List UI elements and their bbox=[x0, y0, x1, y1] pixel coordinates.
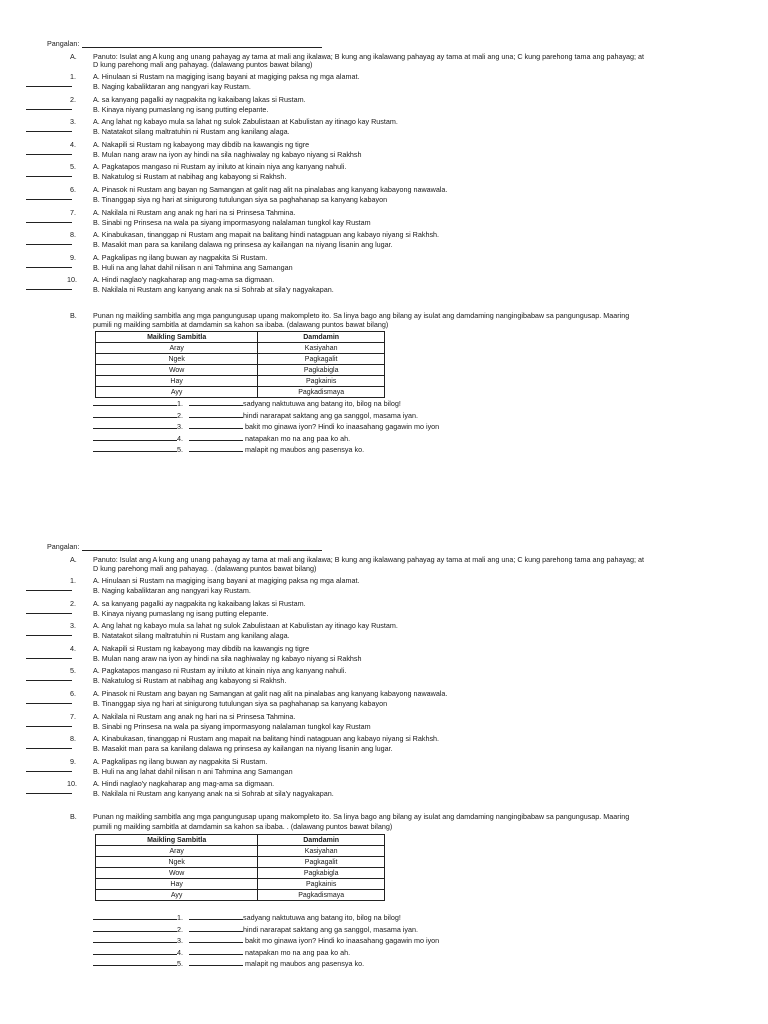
item-number: 5. bbox=[177, 959, 183, 969]
statement-b: B. Natatakot silang maltratuhin ni Rustam ang kanilang alaga. bbox=[93, 631, 290, 641]
statement-b: B. Mulan nang araw na iyon ay hindi na sila naghiwalay ng kabayo niyang si Rakhsh bbox=[93, 149, 362, 159]
table-cell: Wow bbox=[96, 868, 258, 879]
answer-line[interactable] bbox=[26, 658, 72, 659]
answer-line[interactable] bbox=[26, 176, 72, 177]
item-number: 4. bbox=[70, 139, 76, 149]
sentence-text: malapit ng maubos ang pasensya ko. bbox=[243, 445, 365, 455]
part-b-instructions-1: Punan ng maikling sambitla ang mga pangungusap upang makompleto ito. Sa linya bago ang bilang ay isulat ang damdaming nangingibabaw sa pangungusap. Maaring bbox=[93, 311, 630, 320]
item-number: 4. bbox=[70, 643, 76, 653]
item-number: 3. bbox=[177, 422, 183, 432]
item-number: 4. bbox=[177, 433, 183, 443]
answer-line[interactable] bbox=[26, 289, 72, 290]
emotion-answer-line[interactable] bbox=[93, 958, 177, 966]
sentence-text: sadyang naktutuwa ang batang ito, bilog na bilog! bbox=[243, 913, 401, 922]
answer-line[interactable] bbox=[26, 771, 72, 772]
statement-a: A. sa kanyang pagalki ay nagpakita ng kakaibang lakas si Rustam. bbox=[93, 94, 306, 104]
statement-b: B. Kinaya niyang pumaslang ng isang putting elepante. bbox=[93, 104, 269, 114]
emotion-answer-line[interactable] bbox=[93, 912, 177, 920]
answer-line[interactable] bbox=[26, 680, 72, 681]
name-label: Pangalan: bbox=[47, 542, 80, 551]
sentence-text: natapakan mo na ang paa ko ah. bbox=[243, 947, 351, 957]
statement-a: A. Hinulaan si Rustam na magiging isang bayani at magiging paksa ng mga alamat. bbox=[93, 576, 360, 585]
sambitla-table bbox=[95, 834, 385, 901]
item-number: 10. bbox=[67, 275, 77, 285]
part-a-instructions-1: Panuto: Isulat ang A kung ang unang pahayag ay tama at mali ang ikalawa; B kung ang ikalawang pahayag ay tama at mali ang una; C kung parehong tama ang pahayag; at bbox=[93, 555, 645, 564]
statement-a: A. Pagkatapos mangaso ni Rustam ay iniluto at kinain niya ang kanyang nahuli. bbox=[93, 666, 347, 676]
sambitla-answer-line[interactable] bbox=[189, 912, 243, 920]
table-cell: Ngek bbox=[96, 354, 258, 365]
answer-line[interactable] bbox=[26, 109, 72, 110]
answer-line[interactable] bbox=[26, 131, 72, 132]
part-a-label: A. bbox=[70, 52, 77, 61]
item-number: 7. bbox=[70, 711, 76, 721]
answer-line[interactable] bbox=[26, 86, 72, 87]
name-field[interactable] bbox=[82, 47, 322, 48]
statement-a: A. Kinabukasan, tinanggap ni Rustam ang mapait na balitang hindi natagpuan ang kabayo niyang si Rakhsh. bbox=[93, 734, 440, 744]
statement-a: A. sa kanyang pagalki ay nagpakita ng kakaibang lakas si Rustam. bbox=[93, 598, 306, 608]
answer-line[interactable] bbox=[26, 154, 72, 155]
item-number: 1. bbox=[70, 576, 76, 585]
statement-a: A. Ang lahat ng kabayo mula sa lahat ng sulok Zabulistaan at Kabulistan ay itinago kay Rustam. bbox=[93, 621, 398, 631]
table-cell: Pagkagalit bbox=[258, 354, 385, 365]
fill-in-row bbox=[93, 958, 364, 968]
emotion-answer-line[interactable] bbox=[93, 433, 177, 441]
table-cell: Ayy bbox=[96, 890, 258, 901]
table-header: Maikling Sambitla bbox=[96, 332, 258, 343]
table-cell: Pagkagalit bbox=[258, 857, 385, 868]
item-number: 3. bbox=[70, 621, 76, 631]
fill-in-row bbox=[93, 935, 439, 945]
sambitla-answer-line[interactable] bbox=[189, 433, 243, 441]
statement-a: A. Pinasok ni Rustam ang bayan ng Samangan at galit nag alit na pinalabas ang kanyang kabayong nawawala. bbox=[93, 689, 448, 698]
answer-line[interactable] bbox=[26, 748, 72, 749]
sambitla-answer-line[interactable] bbox=[189, 947, 243, 955]
sambitla-answer-line[interactable] bbox=[189, 398, 243, 406]
statement-b: B. Nakatulog si Rustam at nabihag ang kabayong si Rakhsh. bbox=[93, 676, 287, 686]
table-cell: Kasiyahan bbox=[258, 846, 385, 857]
fill-in-row bbox=[93, 947, 350, 957]
answer-line[interactable] bbox=[26, 613, 72, 614]
item-number: 5. bbox=[70, 162, 76, 172]
sambitla-answer-line[interactable] bbox=[189, 935, 243, 943]
statement-a: A. Pagkalipas ng ilang buwan ay nagpakita Si Rustam. bbox=[93, 756, 268, 766]
item-number: 1. bbox=[70, 72, 76, 81]
statement-a: A. Nakapili si Rustam ng kabayong may dibdib na kawangis ng tigre bbox=[93, 139, 310, 149]
fill-in-row bbox=[93, 398, 401, 408]
sambitla-answer-line[interactable] bbox=[189, 444, 243, 452]
item-number: 8. bbox=[70, 734, 76, 744]
answer-line[interactable] bbox=[26, 793, 72, 794]
answer-line[interactable] bbox=[26, 726, 72, 727]
emotion-answer-line[interactable] bbox=[93, 421, 177, 429]
part-b-label: B. bbox=[70, 311, 77, 320]
item-number: 6. bbox=[70, 689, 76, 698]
item-number: 4. bbox=[177, 947, 183, 957]
item-number: 2. bbox=[70, 598, 76, 608]
answer-line[interactable] bbox=[26, 703, 72, 704]
statement-a: A. Kinabukasan, tinanggap ni Rustam ang mapait na balitang hindi natagpuan ang kabayo niyang si Rakhsh. bbox=[93, 230, 440, 240]
sentence-text: hindi nararapat saktang ang ga sanggol, masama iyan. bbox=[243, 410, 419, 420]
table-header: Damdamin bbox=[258, 835, 385, 846]
statement-a: A. Pinasok ni Rustam ang bayan ng Samangan at galit nag alit na pinalabas ang kanyang kabayong nawawala. bbox=[93, 185, 448, 194]
table-cell: Wow bbox=[96, 365, 258, 376]
item-number: 1. bbox=[177, 399, 183, 408]
statement-b: B. Nakilala ni Rustam ang kanyang anak na si Sohrab at sila'y nagyakapan. bbox=[93, 789, 334, 799]
table-cell: Pagkabigla bbox=[258, 868, 385, 879]
fill-in-row bbox=[93, 444, 364, 454]
sambitla-answer-line[interactable] bbox=[189, 958, 243, 966]
table-cell: Ayy bbox=[96, 387, 258, 398]
item-number: 8. bbox=[70, 230, 76, 240]
item-number: 2. bbox=[177, 410, 183, 420]
name-label: Pangalan: bbox=[47, 39, 80, 48]
part-b-label: B. bbox=[70, 812, 77, 821]
statement-b: B. Kinaya niyang pumaslang ng isang putting elepante. bbox=[93, 608, 269, 618]
part-b-instructions-1: Punan ng maikling sambitla ang mga pangungusap upang makompleto ito. Sa linya bago ang bilang ay isulat ang damdaming nangingibabaw sa pangungusap. Maaring bbox=[93, 812, 630, 821]
part-a-instructions-1: Panuto: Isulat ang A kung ang unang pahayag ay tama at mali ang ikalawa; B kung ang ikalawang pahayag ay tama at mali ang una; C kung parehong tama ang pahayag; at bbox=[93, 52, 645, 61]
part-b-instructions-2: pumili ng maikling sambitla at damdamin sa kahon sa ibaba. . (dalawang puntos bawat bilang) bbox=[93, 822, 393, 831]
item-number: 1. bbox=[177, 913, 183, 922]
answer-line[interactable] bbox=[26, 244, 72, 245]
fill-in-row bbox=[93, 410, 418, 420]
item-number: 6. bbox=[70, 185, 76, 194]
table-cell: Aray bbox=[96, 846, 258, 857]
emotion-answer-line[interactable] bbox=[93, 924, 177, 932]
statement-a: A. Hindi naglao'y nagkaharap ang mag-ama sa digmaan. bbox=[93, 275, 275, 285]
statement-a: A. Nakilala ni Rustam ang anak ng hari na si Prinsesa Tahmina. bbox=[93, 207, 296, 217]
statement-b: B. Mulan nang araw na iyon ay hindi na sila naghiwalay ng kabayo niyang si Rakhsh bbox=[93, 653, 362, 663]
table-cell: Pagkadismaya bbox=[258, 387, 385, 398]
answer-line[interactable] bbox=[26, 222, 72, 223]
item-number: 9. bbox=[70, 252, 76, 262]
emotion-answer-line[interactable] bbox=[93, 947, 177, 955]
item-number: 5. bbox=[70, 666, 76, 676]
table-header: Maikling Sambitla bbox=[96, 835, 258, 846]
fill-in-row bbox=[93, 912, 401, 922]
item-number: 9. bbox=[70, 756, 76, 766]
emotion-answer-line[interactable] bbox=[93, 410, 177, 418]
statement-b: B. Masakit man para sa kanilang dalawa ng prinsesa ay kailangan na niyang lisanin ang lugar. bbox=[93, 240, 393, 250]
answer-line[interactable] bbox=[26, 199, 72, 200]
answer-line[interactable] bbox=[26, 590, 72, 591]
statement-b: B. Naging kabaliktaran ang nangyari kay Rustam. bbox=[93, 586, 251, 595]
part-b-instructions-2: pumili ng maikling sambitla at damdamin sa kahon sa ibaba. (dalawang puntos bawat bilang) bbox=[93, 320, 389, 329]
statement-a: A. Nakapili si Rustam ng kabayong may dibdib na kawangis ng tigre bbox=[93, 643, 310, 653]
emotion-answer-line[interactable] bbox=[93, 444, 177, 452]
statement-a: A. Pagkalipas ng ilang buwan ay nagpakita Si Rustam. bbox=[93, 252, 268, 262]
statement-a: A. Hinulaan si Rustam na magiging isang bayani at magiging paksa ng mga alamat. bbox=[93, 72, 360, 81]
sambitla-answer-line[interactable] bbox=[189, 924, 243, 932]
item-number: 2. bbox=[177, 924, 183, 934]
sambitla-table bbox=[95, 331, 385, 398]
statement-b: B. Tinanggap siya ng hari at sinigurong tutulungan siya sa paghahanap sa kanyang kabayon bbox=[93, 195, 388, 204]
table-cell: Pagkainis bbox=[258, 879, 385, 890]
fill-in-row bbox=[93, 433, 350, 443]
statement-b: B. Natatakot silang maltratuhin ni Rustam ang kanilang alaga. bbox=[93, 127, 290, 137]
table-cell: Aray bbox=[96, 343, 258, 354]
statement-a: A. Nakilala ni Rustam ang anak ng hari na si Prinsesa Tahmina. bbox=[93, 711, 296, 721]
item-number: 3. bbox=[70, 117, 76, 127]
sambitla-answer-line[interactable] bbox=[189, 410, 243, 418]
table-cell: Ngek bbox=[96, 857, 258, 868]
statement-b: B. Tinanggap siya ng hari at sinigurong tutulungan siya sa paghahanap sa kanyang kabayon bbox=[93, 699, 388, 708]
statement-a: A. Hindi naglao'y nagkaharap ang mag-ama sa digmaan. bbox=[93, 779, 275, 789]
item-number: 5. bbox=[177, 445, 183, 455]
table-cell: Hay bbox=[96, 376, 258, 387]
sambitla-answer-line[interactable] bbox=[189, 421, 243, 429]
statement-b: B. Nakilala ni Rustam ang kanyang anak na si Sohrab at sila'y nagyakapan. bbox=[93, 285, 334, 295]
table-cell: Pagkabigla bbox=[258, 365, 385, 376]
table-cell: Pagkainis bbox=[258, 376, 385, 387]
part-a-instructions-2: D kung parehong mali ang pahayag. (dalawang puntos bawat bilang) bbox=[93, 60, 313, 69]
statement-b: B. Sinabi ng Prinsesa na wala pa siyang impormasyong nalalaman tungkol kay Rustam bbox=[93, 217, 371, 227]
sentence-text: sadyang naktutuwa ang batang ito, bilog na bilog! bbox=[243, 399, 401, 408]
fill-in-row bbox=[93, 924, 418, 934]
statement-b: B. Huli na ang lahat dahil nilisan n ani Tahmina ang Samangan bbox=[93, 766, 293, 776]
statement-b: B. Huli na ang lahat dahil nilisan n ani Tahmina ang Samangan bbox=[93, 262, 293, 272]
sentence-text: bakit mo ginawa iyon? Hindi ko inaasahang gagawin mo iyon bbox=[243, 936, 440, 946]
item-number: 10. bbox=[67, 779, 77, 789]
item-number: 3. bbox=[177, 936, 183, 946]
part-a-instructions-2: D kung parehong mali ang pahayag. . (dalawang puntos bawat bilang) bbox=[93, 564, 317, 573]
answer-line[interactable] bbox=[26, 267, 72, 268]
statement-b: B. Nakatulog si Rustam at nabihag ang kabayong si Rakhsh. bbox=[93, 172, 287, 182]
answer-line[interactable] bbox=[26, 635, 72, 636]
statement-a: A. Pagkatapos mangaso ni Rustam ay iniluto at kinain niya ang kanyang nahuli. bbox=[93, 162, 347, 172]
sentence-text: natapakan mo na ang paa ko ah. bbox=[243, 433, 351, 443]
part-a-label: A. bbox=[70, 555, 77, 564]
table-cell: Hay bbox=[96, 879, 258, 890]
table-cell: Pagkadismaya bbox=[258, 890, 385, 901]
table-header: Damdamin bbox=[258, 332, 385, 343]
emotion-answer-line[interactable] bbox=[93, 935, 177, 943]
name-field[interactable] bbox=[82, 543, 322, 553]
item-number: 7. bbox=[70, 207, 76, 217]
statement-b: B. Masakit man para sa kanilang dalawa ng prinsesa ay kailangan na niyang lisanin ang lugar. bbox=[93, 744, 393, 754]
statement-a: A. Ang lahat ng kabayo mula sa lahat ng sulok Zabulistaan at Kabulistan ay itinago kay Rustam. bbox=[93, 117, 398, 127]
sentence-text: bakit mo ginawa iyon? Hindi ko inaasahang gagawin mo iyon bbox=[243, 422, 440, 432]
emotion-answer-line[interactable] bbox=[93, 398, 177, 406]
table-cell: Kasiyahan bbox=[258, 343, 385, 354]
fill-in-row bbox=[93, 421, 439, 431]
sentence-text: hindi nararapat saktang ang ga sanggol, masama iyan. bbox=[243, 924, 419, 934]
sentence-text: malapit ng maubos ang pasensya ko. bbox=[243, 959, 365, 969]
statement-b: B. Naging kabaliktaran ang nangyari kay Rustam. bbox=[93, 82, 251, 91]
item-number: 2. bbox=[70, 94, 76, 104]
statement-b: B. Sinabi ng Prinsesa na wala pa siyang impormasyong nalalaman tungkol kay Rustam bbox=[93, 721, 371, 731]
